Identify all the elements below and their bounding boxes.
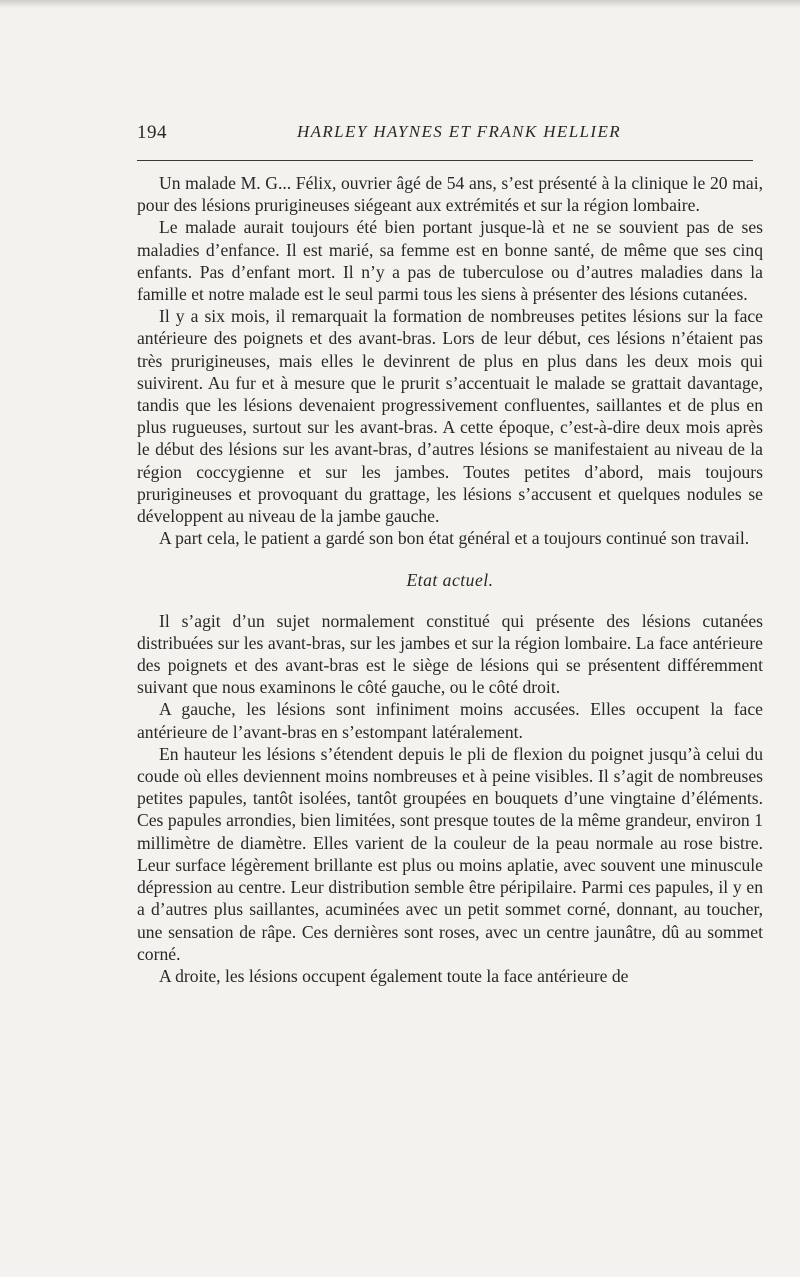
section-heading: Etat actuel.	[406, 570, 494, 591]
paragraph: Le malade aurait toujours été bien portant jusque-là et ne se souvient pas de ses maladies d’enfance. Il est marié, sa femme est en bonne santé, de même que ses cinq enfants. Pas d’enfant mort. Il n’y a pas de tuberculose ou d’autres maladies dans la famille et notre malade est le seul parmi tous les siens à présenter des lésions cutanées.	[137, 217, 763, 305]
paragraph: En hauteur les lésions s’étendent depuis le pli de flexion du poignet jusqu’à celui du coude où elles deviennent moins nombreuses et à peine visibles. Il s’agit de nombreuses petites papules, tantôt isolées, tantôt groupées en bouquets d’une vingtaine d’éléments. Ces papules arrondies, bien limitées, sont presque toutes de la même grandeur, environ 1 millimètre de diamètre. Elles varient de la couleur de la peau normale au rose bistre. Leur surface légèrement brillante est plus ou moins aplatie, avec souvent une minuscule dépression au centre. Leur distribution semble être péripilaire. Parmi ces papules, il y en a d’autres plus saillantes, acuminées avec un petit sommet corné, donnant, au toucher, une sensation de râpe. Ces dernières sont roses, avec un centre jaunâtre, dû au sommet corné.	[137, 743, 763, 964]
paragraph: Il y a six mois, il remarquait la formation de nombreuses petites lésions sur la face antérieure des poignets et des avant-bras. Lors de leur début, ces lésions n’étaient pas très prurigineuses, mais elles le devinrent de plus en plus dans les deux mois qui suivirent. Au fur et à mesure que le prurit s’accentuait le malade se grattait davantage, tandis que les lésions devenaient progressivement confluentes, saillantes et de plus en plus rugueuses, surtout sur les avant-bras. A cette époque, c’est-à-dire deux mois après le début des lésions sur les avant-bras, d’autres lésions se manifestaient au niveau de la région coccygienne et sur les jambes. Toutes petites d’abord, mais toujours prurigineuses et provoquant du grattage, les lésions s’accusent et quelques nodules se développent au niveau de la jambe gauche.	[137, 306, 763, 527]
paragraph: A gauche, les lésions sont infiniment moins accusées. Elles occupent la face antérieure de l’avant-bras en s’estompant latéralement.	[137, 699, 763, 742]
running-title: HARLEY HAYNES ET FRANK HELLIER	[296, 122, 622, 141]
paragraph: Un malade M. G... Félix, ouvrier âgé de 54 ans, s’est présenté à la clinique le 20 mai, pour des lésions prurigineuses siégeant aux extrémités et sur la région lombaire.	[137, 173, 763, 216]
paragraph: Il s’agit d’un sujet normalement constitué qui présente des lésions cutanées distribuées sur les avant-bras, sur les jambes et sur la région lombaire. La face antérieure des poignets et des avant-bras est le siège de lésions qui se présentent différemment suivant que nous examinons le côté gauche, ou le côté droit.	[137, 610, 763, 698]
paragraph: A droite, les lésions occupent également toute la face antérieure de	[159, 965, 629, 986]
paragraph: A part cela, le patient a gardé son bon état général et a toujours continué son travail.	[159, 528, 750, 549]
header-rule	[137, 160, 753, 161]
page-header	[137, 122, 753, 152]
page-number: 194	[137, 122, 167, 143]
body-text	[137, 172, 763, 987]
page-top-edge	[0, 0, 800, 8]
